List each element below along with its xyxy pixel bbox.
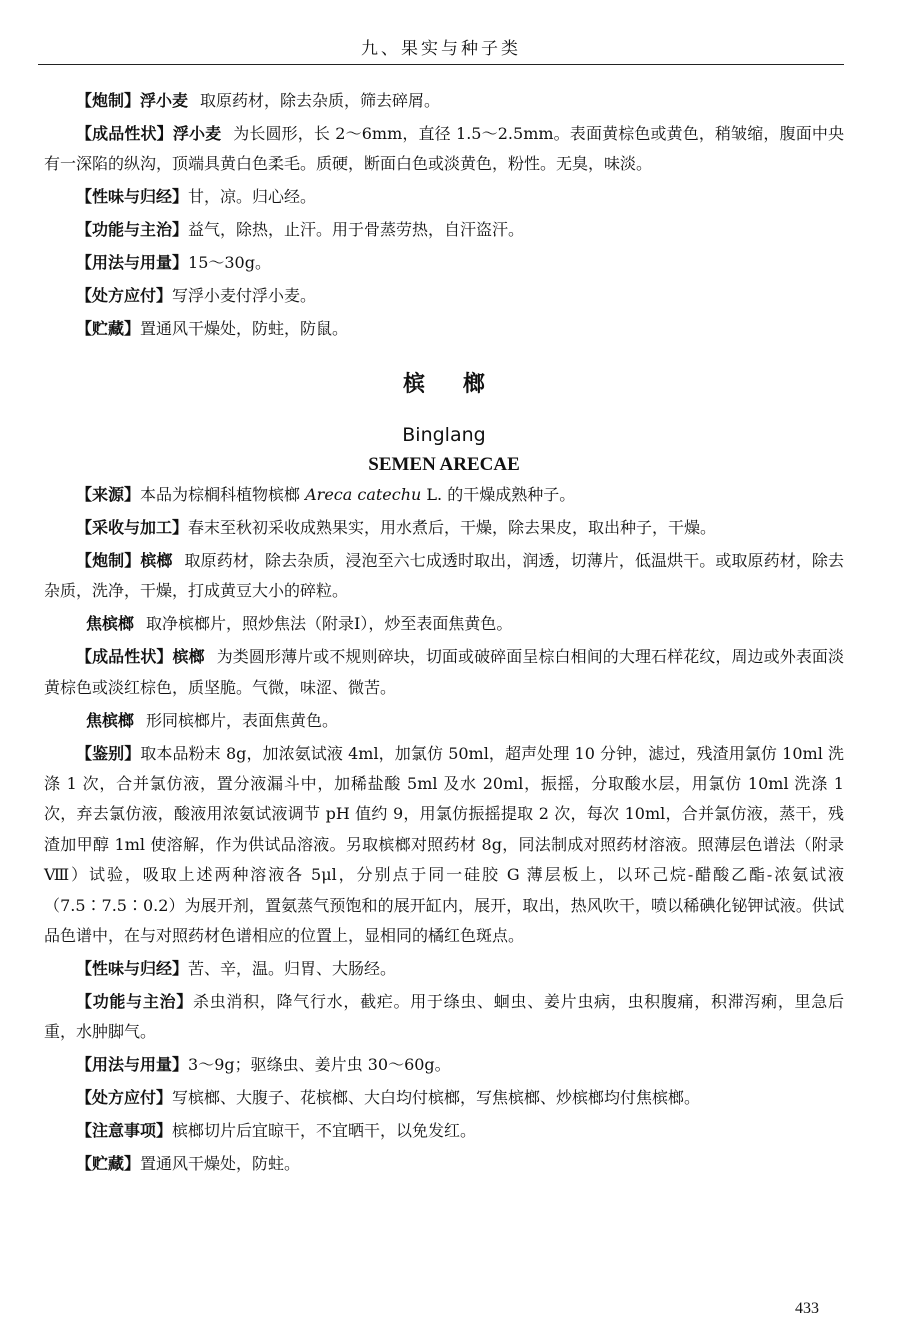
section-label: 【鉴别】 [76, 743, 141, 763]
term: 浮小麦 [140, 91, 189, 110]
chengpin-sub [44, 706, 844, 736]
section-text: 杀虫消积，降气行水，截疟。用于绦虫、蛔虫、姜片虫病，虫积腹痛，积滞泻痢，里急后重，水肿脚气。 [44, 991, 844, 1042]
entry-title: 槟榔 [402, 372, 523, 398]
paozhi [44, 546, 844, 607]
chapter-title: 九、果实与种子类 [361, 39, 521, 59]
page-number: 433 [795, 1300, 819, 1317]
section-text: 置通风干燥处，防蛀。 [140, 1153, 301, 1173]
section-label: 【用法与用量】 [76, 1055, 189, 1075]
section-text: 为长圆形，长 2～6mm，直径 1.5～2.5mm。表面黄棕色或黄色，稍皱缩，腹面中央有一深陷的纵沟，顶端具黄白色柔毛。质硬，断面白色或淡黄色，粉性。无臭，味淡。 [44, 123, 844, 174]
paozhi-sub [44, 609, 844, 639]
entry-latin-name: SEMEN ARECAE [368, 454, 520, 476]
species-name: Areca catechu [305, 485, 422, 505]
section-label: 【炮制】 [76, 91, 141, 110]
section-label: 【性味与归经】 [76, 187, 189, 207]
section-text: 形同槟榔片，表面焦黄色。 [146, 710, 339, 730]
section-label: 【炮制】 [76, 551, 141, 571]
term: 槟榔 [140, 551, 173, 571]
section-text: 槟榔切片后宜晾干，不宜晒干，以免发红。 [172, 1120, 477, 1140]
term: 槟榔 [172, 647, 205, 667]
yongfa [44, 1050, 844, 1080]
section-label: 【用法与用量】 [76, 253, 189, 273]
term: 浮小麦 [172, 123, 222, 143]
section-label: 【功能与主治】 [76, 991, 193, 1011]
section-label: 【贮藏】 [76, 1153, 141, 1173]
section-label: 【注意事项】 [76, 1120, 173, 1140]
section-label: 【成品性状】 [76, 123, 173, 143]
section-text: 取净槟榔片，照炒焦法（附录Ⅰ），炒至表面焦黄色。 [146, 614, 513, 634]
running-header [38, 30, 844, 65]
jianbie [44, 739, 844, 952]
entry-pinyin: Binglang [402, 424, 486, 447]
gongneng [44, 987, 844, 1048]
section-label: 【贮藏】 [76, 318, 141, 338]
term: 焦槟榔 [86, 710, 135, 730]
chufang [44, 1083, 844, 1113]
section-text: 写浮小麦付浮小麦。 [172, 285, 317, 305]
prev-chengpin [44, 119, 844, 180]
section-label: 【处方应付】 [76, 1087, 173, 1107]
section-label: 【来源】 [76, 485, 141, 505]
prev-paozhi [44, 86, 844, 116]
section-text: 取原药材，除去杂质，筛去碎屑。 [200, 91, 441, 110]
chengpin [44, 642, 844, 703]
section-text: 益气，除热，止汗。用于骨蒸劳热，自汗盗汗。 [188, 220, 525, 240]
section-text: 取原药材，除去杂质，浸泡至六七成透时取出，润透，切薄片，低温烘干。或取原药材，除去杂质，洗净，干燥，打成黄豆大小的碎粒。 [44, 551, 844, 601]
section-text: 取本品粉末 8g，加浓氨试液 4ml，加氯仿 50ml，超声处理 10 分钟，滤过，残渣用氯仿 10ml 洗涤 1 次，合并氯仿液，置分液漏斗中，加稀盐酸 5ml 及水 20ml，振摇，分取酸水层，用氯仿 10ml 洗涤 1 次，弃去氯仿液，酸液用浓氨试液调节 pH 值约 9，用氯仿振摇提取 2 次，每次 10ml，合并氯仿液，蒸干，残渣加甲醇 1ml 使溶解，作为供试品溶液。另取槟榔对照药材 8g，同法制成对照药材溶液。照薄层色谱法（附录Ⅷ）试验，吸取上述两种溶液各 5μl，分别点于同一硅胶 G 薄层板上，以环己烷-醋酸乙酯-浓氨试液（7.5∶7.5∶0.2）为展开剂，置氨蒸气预饱和的展开缸内，展开，取出，热风吹干，喷以稀碘化铋钾试液。供试品色谱中，在与对照药材色谱相应的位置上，显相同的橘红色斑点。 [44, 743, 844, 945]
prev-xingwei [44, 182, 844, 212]
prev-chufang [44, 281, 844, 311]
section-text: 为类圆形薄片或不规则碎块，切面或破碎面呈棕白相间的大理石样花纹，周边或外表面淡黄棕色或淡红棕色，质坚脆。气微，味涩、微苦。 [44, 647, 844, 697]
caishou [44, 513, 844, 543]
section-text: 置通风干燥处，防蛀，防鼠。 [140, 318, 349, 338]
xingwei [44, 954, 844, 984]
prev-zhucang [44, 314, 844, 344]
section-text: L. 的干燥成熟种子。 [421, 485, 576, 505]
section-text: 写槟榔、大腹子、花槟榔、大白均付槟榔，写焦槟榔、炒槟榔均付焦槟榔。 [172, 1087, 701, 1107]
section-label: 【采收与加工】 [76, 518, 189, 538]
term: 焦槟榔 [86, 614, 135, 634]
section-text: 本品为棕榈科植物槟榔 [140, 485, 306, 505]
prev-yongfa [44, 248, 844, 278]
section-text: 苦、辛，温。归胃、大肠经。 [188, 958, 397, 978]
laiyuan [44, 480, 844, 510]
section-text: 春末至秋初采收成熟果实，用水煮后，干燥，除去果皮，取出种子，干燥。 [188, 518, 717, 538]
page-body [44, 86, 844, 1182]
section-label: 【处方应付】 [76, 285, 173, 305]
section-text: 15～30g。 [188, 253, 271, 273]
section-label: 【性味与归经】 [76, 958, 189, 978]
section-label: 【功能与主治】 [76, 220, 189, 240]
section-text: 甘，凉。归心经。 [188, 187, 317, 207]
zhucang [44, 1149, 844, 1179]
zhuyi [44, 1116, 844, 1146]
prev-gongneng [44, 215, 844, 245]
section-label: 【成品性状】 [76, 647, 173, 667]
section-text: 3～9g；驱绦虫、姜片虫 30～60g。 [188, 1055, 451, 1075]
